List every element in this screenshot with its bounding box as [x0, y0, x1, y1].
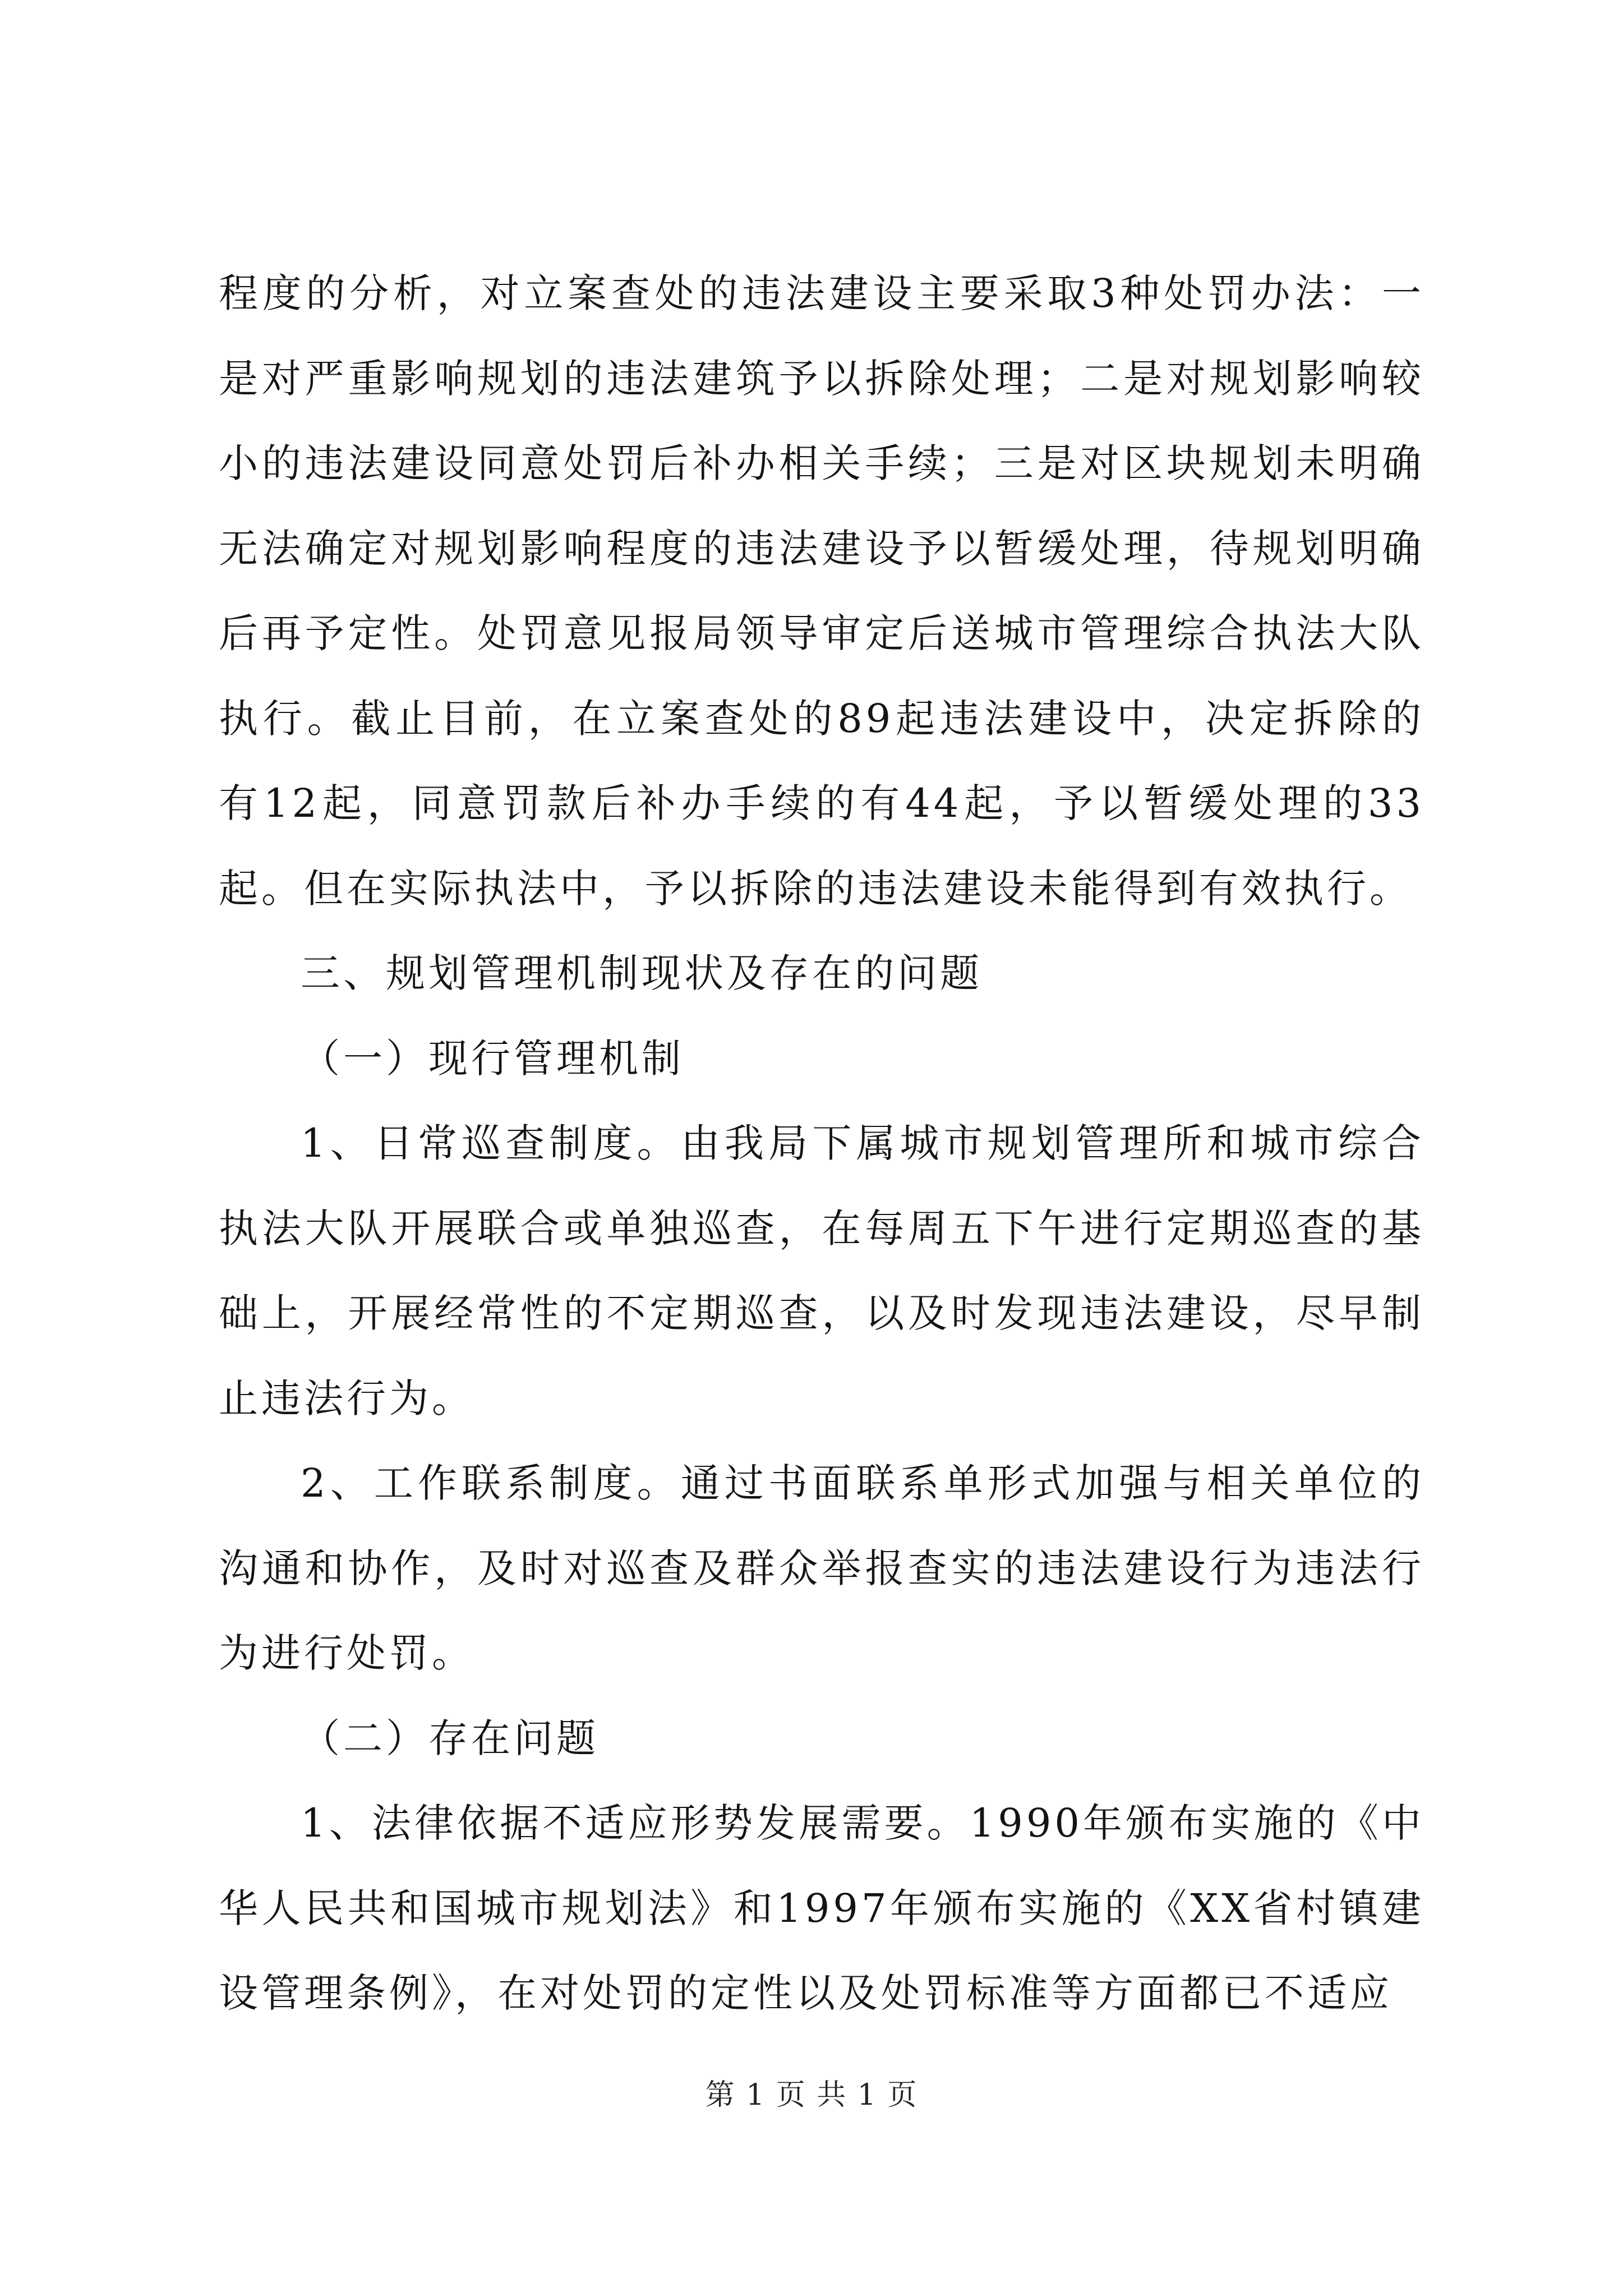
paragraph-daily-inspection: 1、日常巡查制度。由我局下属城市规划管理所和城市综合执法大队开展联合或单独巡查，在每周五下午进行定期巡查的基础上，开展经常性的不定期巡查，以及时发现违法建设，尽早制止违法行为。 — [219, 1120, 1424, 1421]
paragraph-work-liaison: 2、工作联系制度。通过书面联系单形式加强与相关单位的沟通和协作，及时对巡查及群众举报查实的违法建设行为违法行为进行处罚。 — [219, 1460, 1424, 1676]
page-number-footer: 第 1 页 共 1 页 — [705, 2078, 918, 2112]
section-heading-3: 三、规划管理机制现状及存在的问题 — [301, 950, 983, 996]
subheading-current-mechanism: （一）现行管理机制 — [301, 1035, 684, 1082]
subheading-existing-problems: （二）存在问题 — [301, 1715, 599, 1761]
document-body — [219, 251, 1424, 2036]
paragraph-penalty-methods: 程度的分析，对立案查处的违法建设主要采取3种处罚办法：一是对严重影响规划的违法建筑予以拆除处理；二是对规划影响较小的违法建设同意处罚后补办相关手续；三是对区块规划未明确无法确定对规划影响程度的违法建设予以暂缓处理，待规划明确后再予定性。处罚意见报局领导审定后送城市管理综合执法大队执行。截止目前，在立案查处的89起违法建设中，决定拆除的有12起，同意罚款后补办手续的有44起，予以暂缓处理的33起。但在实际执法中，予以拆除的违法建设未能得到有效执行。 — [219, 270, 1424, 912]
paragraph-legal-basis: 1、法律依据不适应形势发展需要。1990年颁布实施的《中华人民共和国城市规划法》和1997年颁布实施的《XX省村镇建设管理条例》，在对处罚的定性以及处罚标准等方面都已不适应 — [219, 1800, 1424, 2016]
